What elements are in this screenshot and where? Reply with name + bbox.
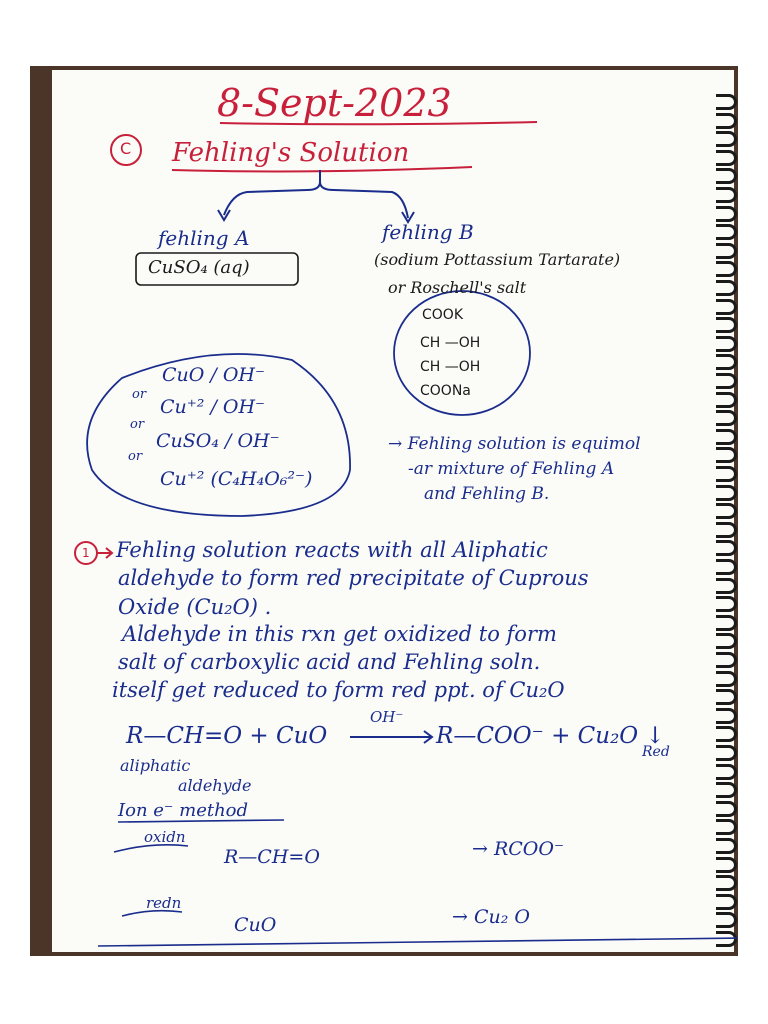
point-1-line-6: itself get reduced to form red ppt. of Cu₂O (112, 678, 565, 702)
notebook-page (52, 70, 734, 952)
aldehyde-label: aldehyde (178, 776, 252, 795)
point-1-line-2: aldehyde to form red precipitate of Cuprous (118, 566, 589, 590)
point-1-marker: 1 (82, 546, 90, 560)
equation-arrow (350, 731, 432, 743)
fehling-a-formula: CuSO₄ (aq) (148, 257, 250, 278)
equation-red-label: Red (642, 744, 670, 760)
oxidation-product: → RCOO⁻ (472, 838, 564, 860)
note-line-1: → Fehling solution is equimol (388, 434, 641, 454)
point-1-line-1: Fehling solution reacts with all Aliphatic (116, 538, 548, 562)
species-line-4: Cu⁺² (C₄H₄O₆²⁻) (160, 468, 313, 490)
equation-condition: OH⁻ (370, 708, 404, 726)
brace-to-b (320, 182, 408, 218)
structure-line-2: CH —OH (420, 335, 481, 351)
note-line-2: -ar mixture of Fehling A (408, 459, 615, 479)
reduction-label: redn (146, 894, 182, 912)
aliphatic-label: aliphatic (120, 756, 191, 775)
fehling-b-label: fehling B (382, 220, 474, 244)
point-1-line-4: Aldehyde in this rxn get oxidized to form (122, 622, 557, 646)
fehling-a-label: fehling A (158, 226, 250, 250)
ion-method-title: Ion e⁻ method (118, 800, 249, 821)
notebook-photo (30, 66, 738, 956)
reduction-reactant: CuO (234, 914, 277, 936)
section-title: Fehling's Solution (172, 138, 410, 168)
species-or-2: or (130, 417, 145, 432)
species-or-1: or (132, 387, 147, 402)
equation-right: R—COO⁻ + Cu₂O ↓ (436, 723, 665, 749)
brace-to-a (224, 170, 320, 215)
species-line-2: Cu⁺² / OH⁻ (160, 396, 266, 418)
equation-left: R—CH=O + CuO (126, 723, 328, 749)
fehling-b-name: (sodium Pottassium Tartarate) (374, 250, 621, 269)
oxidation-reactant: R—CH=O (224, 846, 320, 868)
point-1-line-5: salt of carboxylic acid and Fehling soln. (118, 650, 541, 674)
structure-line-1: COOK (422, 307, 463, 323)
structure-line-3: CH —OH (420, 359, 481, 375)
section-marker: C (120, 139, 132, 158)
structure-line-4: COONa (420, 383, 471, 399)
oxidation-label: oxidn (144, 828, 186, 846)
species-line-1: CuO / OH⁻ (162, 364, 266, 386)
page-date: 8-Sept-2023 (217, 81, 452, 125)
reduction-product: → Cu₂ O (452, 906, 530, 928)
note-line-3: and Fehling B. (424, 484, 550, 504)
bottom-rule (98, 938, 738, 946)
point-1-line-3: Oxide (Cu₂O) . (118, 595, 272, 619)
species-line-3: CuSO₄ / OH⁻ (156, 430, 280, 452)
species-or-3: or (128, 449, 143, 464)
fehling-b-alt: or Roschell's salt (388, 278, 527, 297)
